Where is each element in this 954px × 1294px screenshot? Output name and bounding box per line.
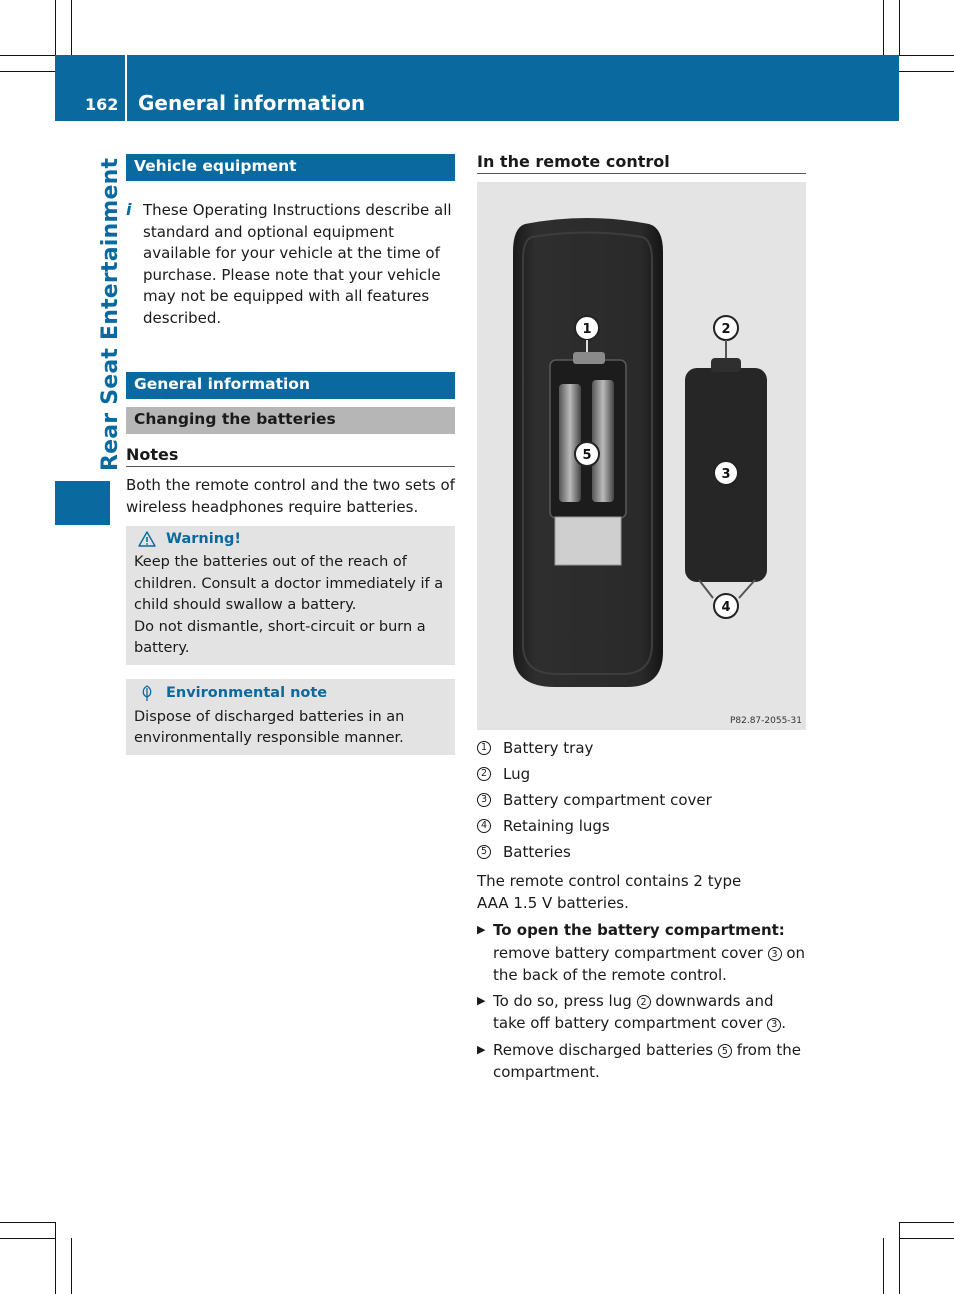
crop-mark <box>899 55 954 56</box>
callout-number: 2 <box>637 995 651 1009</box>
step-text: from the compartment. <box>493 1040 801 1081</box>
callout-number: 5 <box>718 1044 732 1058</box>
svg-text:5: 5 <box>582 448 592 463</box>
leaf-icon <box>138 684 156 702</box>
legend-label: Battery compartment cover <box>503 791 712 809</box>
left-column <box>126 154 455 755</box>
crop-mark <box>55 1222 56 1294</box>
remote-control-illustration <box>477 182 806 730</box>
step-bold-label: To open the battery compartment: <box>493 921 785 939</box>
step-text: To do so, press lug <box>493 991 632 1010</box>
svg-text:1: 1 <box>582 322 592 337</box>
svg-text:4: 4 <box>721 600 731 615</box>
crop-mark <box>0 1238 55 1239</box>
crop-mark <box>71 1238 72 1294</box>
crop-mark <box>899 71 954 72</box>
legend-item <box>477 787 806 813</box>
step-text: remove battery compartment cover <box>493 943 763 962</box>
warning-triangle-icon <box>138 531 156 547</box>
step-remove-batteries <box>477 1039 806 1084</box>
callout-number: 3 <box>477 793 491 807</box>
legend-item <box>477 813 806 839</box>
crop-mark <box>883 0 884 55</box>
page-title: General information <box>138 91 366 115</box>
callout-number: 4 <box>477 819 491 833</box>
figure-legend <box>477 735 806 865</box>
chapter-label: Rear Seat Entertainment <box>98 157 123 471</box>
crop-mark <box>55 0 56 55</box>
legend-item <box>477 839 806 865</box>
crop-mark <box>0 1222 55 1223</box>
remote-control-heading: In the remote control <box>477 152 806 174</box>
battery-type-text: The remote control contains 2 type AAA 1.5 V batteries. <box>477 872 742 912</box>
header-divider <box>125 55 127 121</box>
info-icon: i <box>126 200 132 219</box>
step-arrow-icon: ▶ <box>477 923 486 936</box>
right-column <box>477 152 806 1084</box>
environmental-note-title <box>138 684 447 702</box>
crop-mark <box>71 0 72 55</box>
crop-mark <box>0 71 55 72</box>
callout-number: 3 <box>768 947 782 961</box>
step-text: . <box>781 1014 787 1032</box>
page-header <box>55 55 899 121</box>
warning-title <box>138 531 447 547</box>
step-text: downwards and take off battery compartment cover <box>493 991 774 1032</box>
environmental-note-text: Dispose of discharged batteries in an environmentally responsible manner. <box>134 708 405 746</box>
environmental-note-box <box>126 679 455 755</box>
section-heading-vehicle-equipment: Vehicle equipment <box>126 154 455 181</box>
crop-mark <box>883 1238 884 1294</box>
warning-text-2: Do not dismantle, short-circuit or burn a battery. <box>134 618 426 656</box>
warning-text-1: Keep the batteries out of the reach of children. Consult a doctor immediately if a child should swallow a battery. <box>134 554 444 613</box>
environmental-note-title-text: Environmental note <box>166 684 328 701</box>
step-press-lug <box>477 990 806 1035</box>
legend-label: Retaining lugs <box>503 817 610 835</box>
callout-number: 5 <box>477 845 491 859</box>
legend-label: Batteries <box>503 843 571 861</box>
figure-reference: P82.87-2055-31 <box>729 716 802 726</box>
step-text: Remove discharged batteries <box>493 1040 714 1059</box>
legend-item <box>477 735 806 761</box>
step-open-compartment <box>477 919 806 987</box>
crop-mark <box>899 0 900 55</box>
section-heading-changing-batteries: Changing the batteries <box>126 407 455 434</box>
step-arrow-icon: ▶ <box>477 993 486 1007</box>
svg-text:3: 3 <box>721 467 731 482</box>
chapter-tab-marker <box>55 481 110 525</box>
battery-left <box>559 384 581 502</box>
callout-number: 1 <box>477 741 491 755</box>
crop-mark <box>899 1222 900 1294</box>
info-note <box>126 200 455 329</box>
step-text: on the back of the remote control. <box>493 943 805 984</box>
legend-label: Battery tray <box>503 739 594 757</box>
remote-control-figure <box>477 182 806 730</box>
warning-box <box>126 526 455 665</box>
cover-lug <box>711 358 741 372</box>
crop-mark <box>899 1222 954 1223</box>
crop-mark <box>899 1238 954 1239</box>
legend-label: Lug <box>503 765 531 783</box>
callout-number: 3 <box>767 1018 781 1032</box>
svg-text:2: 2 <box>721 322 731 337</box>
info-text: These Operating Instructions describe all standard and optional equipment available for your vehicle at the time of purchase. Please note that your vehicle may not be equipped with all features described. <box>143 201 452 327</box>
warning-title-text: Warning! <box>166 531 242 547</box>
step-arrow-icon: ▶ <box>477 1042 486 1056</box>
notes-text: Both the remote control and the two sets of wireless headphones require batteries. <box>126 476 455 516</box>
battery-label <box>555 517 621 565</box>
battery-right <box>592 380 614 502</box>
callout-number: 2 <box>477 767 491 781</box>
notes-heading: Notes <box>126 445 455 467</box>
section-heading-general-information: General information <box>126 372 455 399</box>
page-number: 162 <box>85 95 119 114</box>
legend-item <box>477 761 806 787</box>
crop-mark <box>0 55 55 56</box>
battery-tray-tab <box>573 352 605 364</box>
